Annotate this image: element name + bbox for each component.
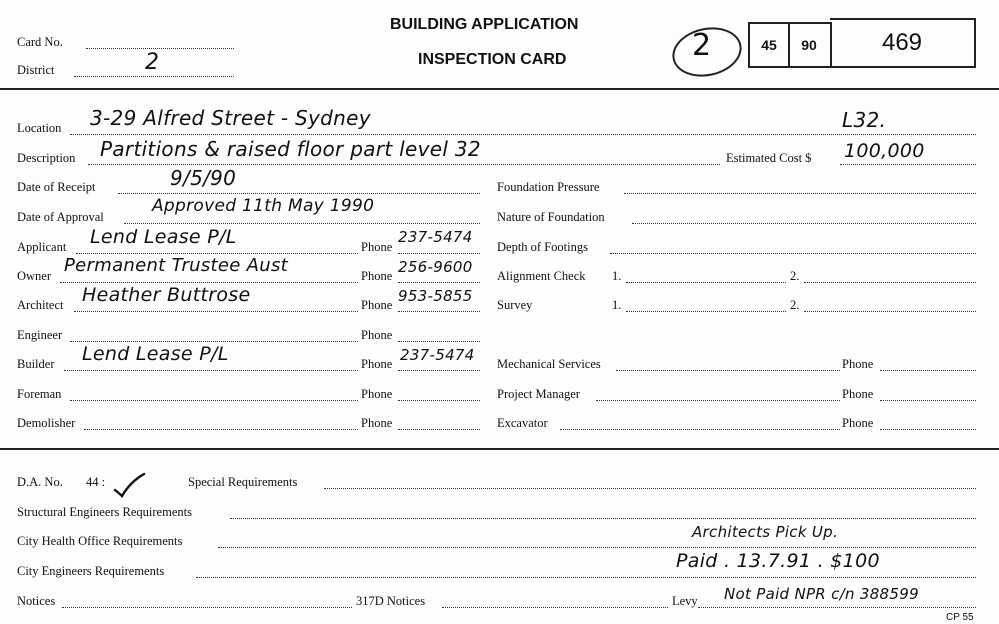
depth-footings-line — [610, 253, 976, 254]
engineer-label: Engineer — [17, 328, 63, 342]
foreman-phone-line — [398, 400, 480, 401]
foundation-pressure-label: Foundation Pressure — [497, 180, 600, 194]
owner-phone-label: Phone — [361, 269, 393, 283]
applicant-line — [76, 253, 358, 254]
alignment-two-line — [804, 282, 976, 283]
excavator-line — [560, 429, 840, 430]
engineer-line — [70, 341, 358, 342]
special-requirements-line — [324, 488, 976, 489]
engineers-line — [196, 577, 976, 578]
foreman-phone-label: Phone — [361, 387, 393, 401]
project-manager-phone-line — [880, 400, 976, 401]
foreman-line — [70, 400, 358, 401]
engineer-phone-label: Phone — [361, 328, 393, 342]
applicant-phone-label: Phone — [361, 240, 393, 254]
applicant-phone: 237-5474 — [398, 228, 473, 246]
survey-two-line — [804, 311, 976, 312]
description-value: Partitions & raised floor part level 32 — [100, 137, 481, 161]
builder-label: Builder — [17, 357, 55, 371]
applicant-label: Applicant — [17, 240, 67, 254]
levy-line — [698, 607, 976, 608]
project-manager-phone-label: Phone — [842, 387, 874, 401]
health-line — [218, 547, 976, 548]
box-90: 90 — [788, 22, 832, 68]
estimated-cost-value: 100,000 — [844, 140, 925, 162]
special-requirements-label: Special Requirements — [188, 475, 298, 489]
description-label: Description — [17, 151, 76, 165]
location-line — [70, 134, 976, 135]
demolisher-line — [84, 429, 358, 430]
structural-label: Structural Engineers Requirements — [17, 505, 192, 519]
date-receipt-label: Date of Receipt — [17, 180, 96, 194]
date-receipt-value: 9/5/90 — [170, 166, 237, 190]
health-note: Architects Pick Up. — [692, 523, 839, 541]
engineers-label: City Engineers Requirements — [17, 564, 165, 578]
builder-phone-label: Phone — [361, 357, 393, 371]
estimated-cost-line — [840, 164, 976, 165]
date-receipt-line — [118, 193, 480, 194]
description-line — [88, 164, 720, 165]
survey-one-line — [626, 311, 786, 312]
levy-label: Levy — [672, 594, 698, 608]
health-label: City Health Office Requirements — [17, 534, 183, 548]
nature-foundation-line — [632, 223, 976, 224]
form-code: CP 55 — [946, 612, 974, 623]
builder-line — [64, 370, 358, 371]
builder-phone: 237-5474 — [400, 346, 475, 364]
alignment-two-label: 2. — [790, 269, 800, 283]
excavator-phone-label: Phone — [842, 416, 874, 430]
excavator-phone-line — [880, 429, 976, 430]
date-approval-label: Date of Approval — [17, 210, 104, 224]
mechanical-label: Mechanical Services — [497, 357, 601, 371]
architect-value: Heather Buttrose — [82, 284, 251, 306]
header-divider — [0, 88, 999, 90]
demolisher-label: Demolisher — [17, 416, 76, 430]
estimated-cost-label: Estimated Cost $ — [726, 151, 812, 165]
builder-value: Lend Lease P/L — [82, 343, 229, 365]
notices-line — [62, 607, 352, 608]
nature-foundation-label: Nature of Foundation — [497, 210, 605, 224]
demolisher-phone-line — [398, 429, 480, 430]
foreman-label: Foreman — [17, 387, 62, 401]
mid-divider — [0, 448, 999, 450]
project-manager-line — [596, 400, 840, 401]
paid-note: Paid . 13.7.91 . $100 — [676, 550, 880, 572]
project-manager-label: Project Manager — [497, 387, 580, 401]
da-no-value: 44 : — [86, 475, 106, 489]
location-label: Location — [17, 121, 62, 135]
notices-317d-line — [442, 607, 668, 608]
mechanical-phone-label: Phone — [842, 357, 874, 371]
title-line1: BUILDING APPLICATION — [390, 16, 579, 33]
architect-label: Architect — [17, 298, 64, 312]
date-approval-line — [124, 223, 480, 224]
owner-label: Owner — [17, 269, 52, 283]
alignment-one-line — [626, 282, 786, 283]
owner-line — [60, 282, 358, 283]
applicant-phone-line — [398, 253, 480, 254]
box-45: 45 — [748, 22, 790, 68]
owner-value: Permanent Trustee Aust — [64, 255, 289, 276]
excavator-label: Excavator — [497, 416, 548, 430]
architect-phone-line — [398, 311, 480, 312]
level-note: L32. — [842, 108, 887, 132]
survey-two-label: 2. — [790, 298, 800, 312]
survey-one-label: 1. — [612, 298, 622, 312]
demolisher-phone-label: Phone — [361, 416, 393, 430]
foundation-pressure-line — [624, 193, 976, 194]
depth-footings-label: Depth of Footings — [497, 240, 588, 254]
owner-phone-line — [398, 282, 480, 283]
district-value: 2 — [145, 50, 160, 75]
architect-phone-label: Phone — [361, 298, 393, 312]
title-line2: INSPECTION CARD — [418, 51, 567, 68]
survey-label: Survey — [497, 298, 533, 312]
district-label: District — [17, 63, 55, 77]
box-469: 469 — [830, 18, 976, 68]
circled-number: 2 — [692, 28, 712, 63]
alignment-one-label: 1. — [612, 269, 622, 283]
architect-phone: 953-5855 — [398, 287, 473, 305]
da-no-label: D.A. No. — [17, 475, 63, 489]
location-value: 3-29 Alfred Street - Sydney — [90, 106, 371, 130]
card-no-line — [86, 48, 234, 49]
builder-phone-line — [398, 370, 480, 371]
engineer-phone-line — [398, 341, 480, 342]
notices-317d-label: 317D Notices — [356, 594, 426, 608]
mechanical-phone-line — [880, 370, 976, 371]
mechanical-line — [616, 370, 840, 371]
card-no-label: Card No. — [17, 35, 63, 49]
date-approval-value: Approved 11th May 1990 — [152, 196, 375, 216]
architect-line — [74, 311, 358, 312]
levy-value: Not Paid NPR c/n 388599 — [724, 585, 919, 603]
check-mark-icon — [112, 472, 146, 498]
district-line — [74, 76, 234, 77]
structural-line — [230, 518, 976, 519]
alignment-check-label: Alignment Check — [497, 269, 586, 283]
owner-phone: 256-9600 — [398, 258, 473, 276]
applicant-value: Lend Lease P/L — [90, 226, 237, 248]
notices-label: Notices — [17, 594, 56, 608]
